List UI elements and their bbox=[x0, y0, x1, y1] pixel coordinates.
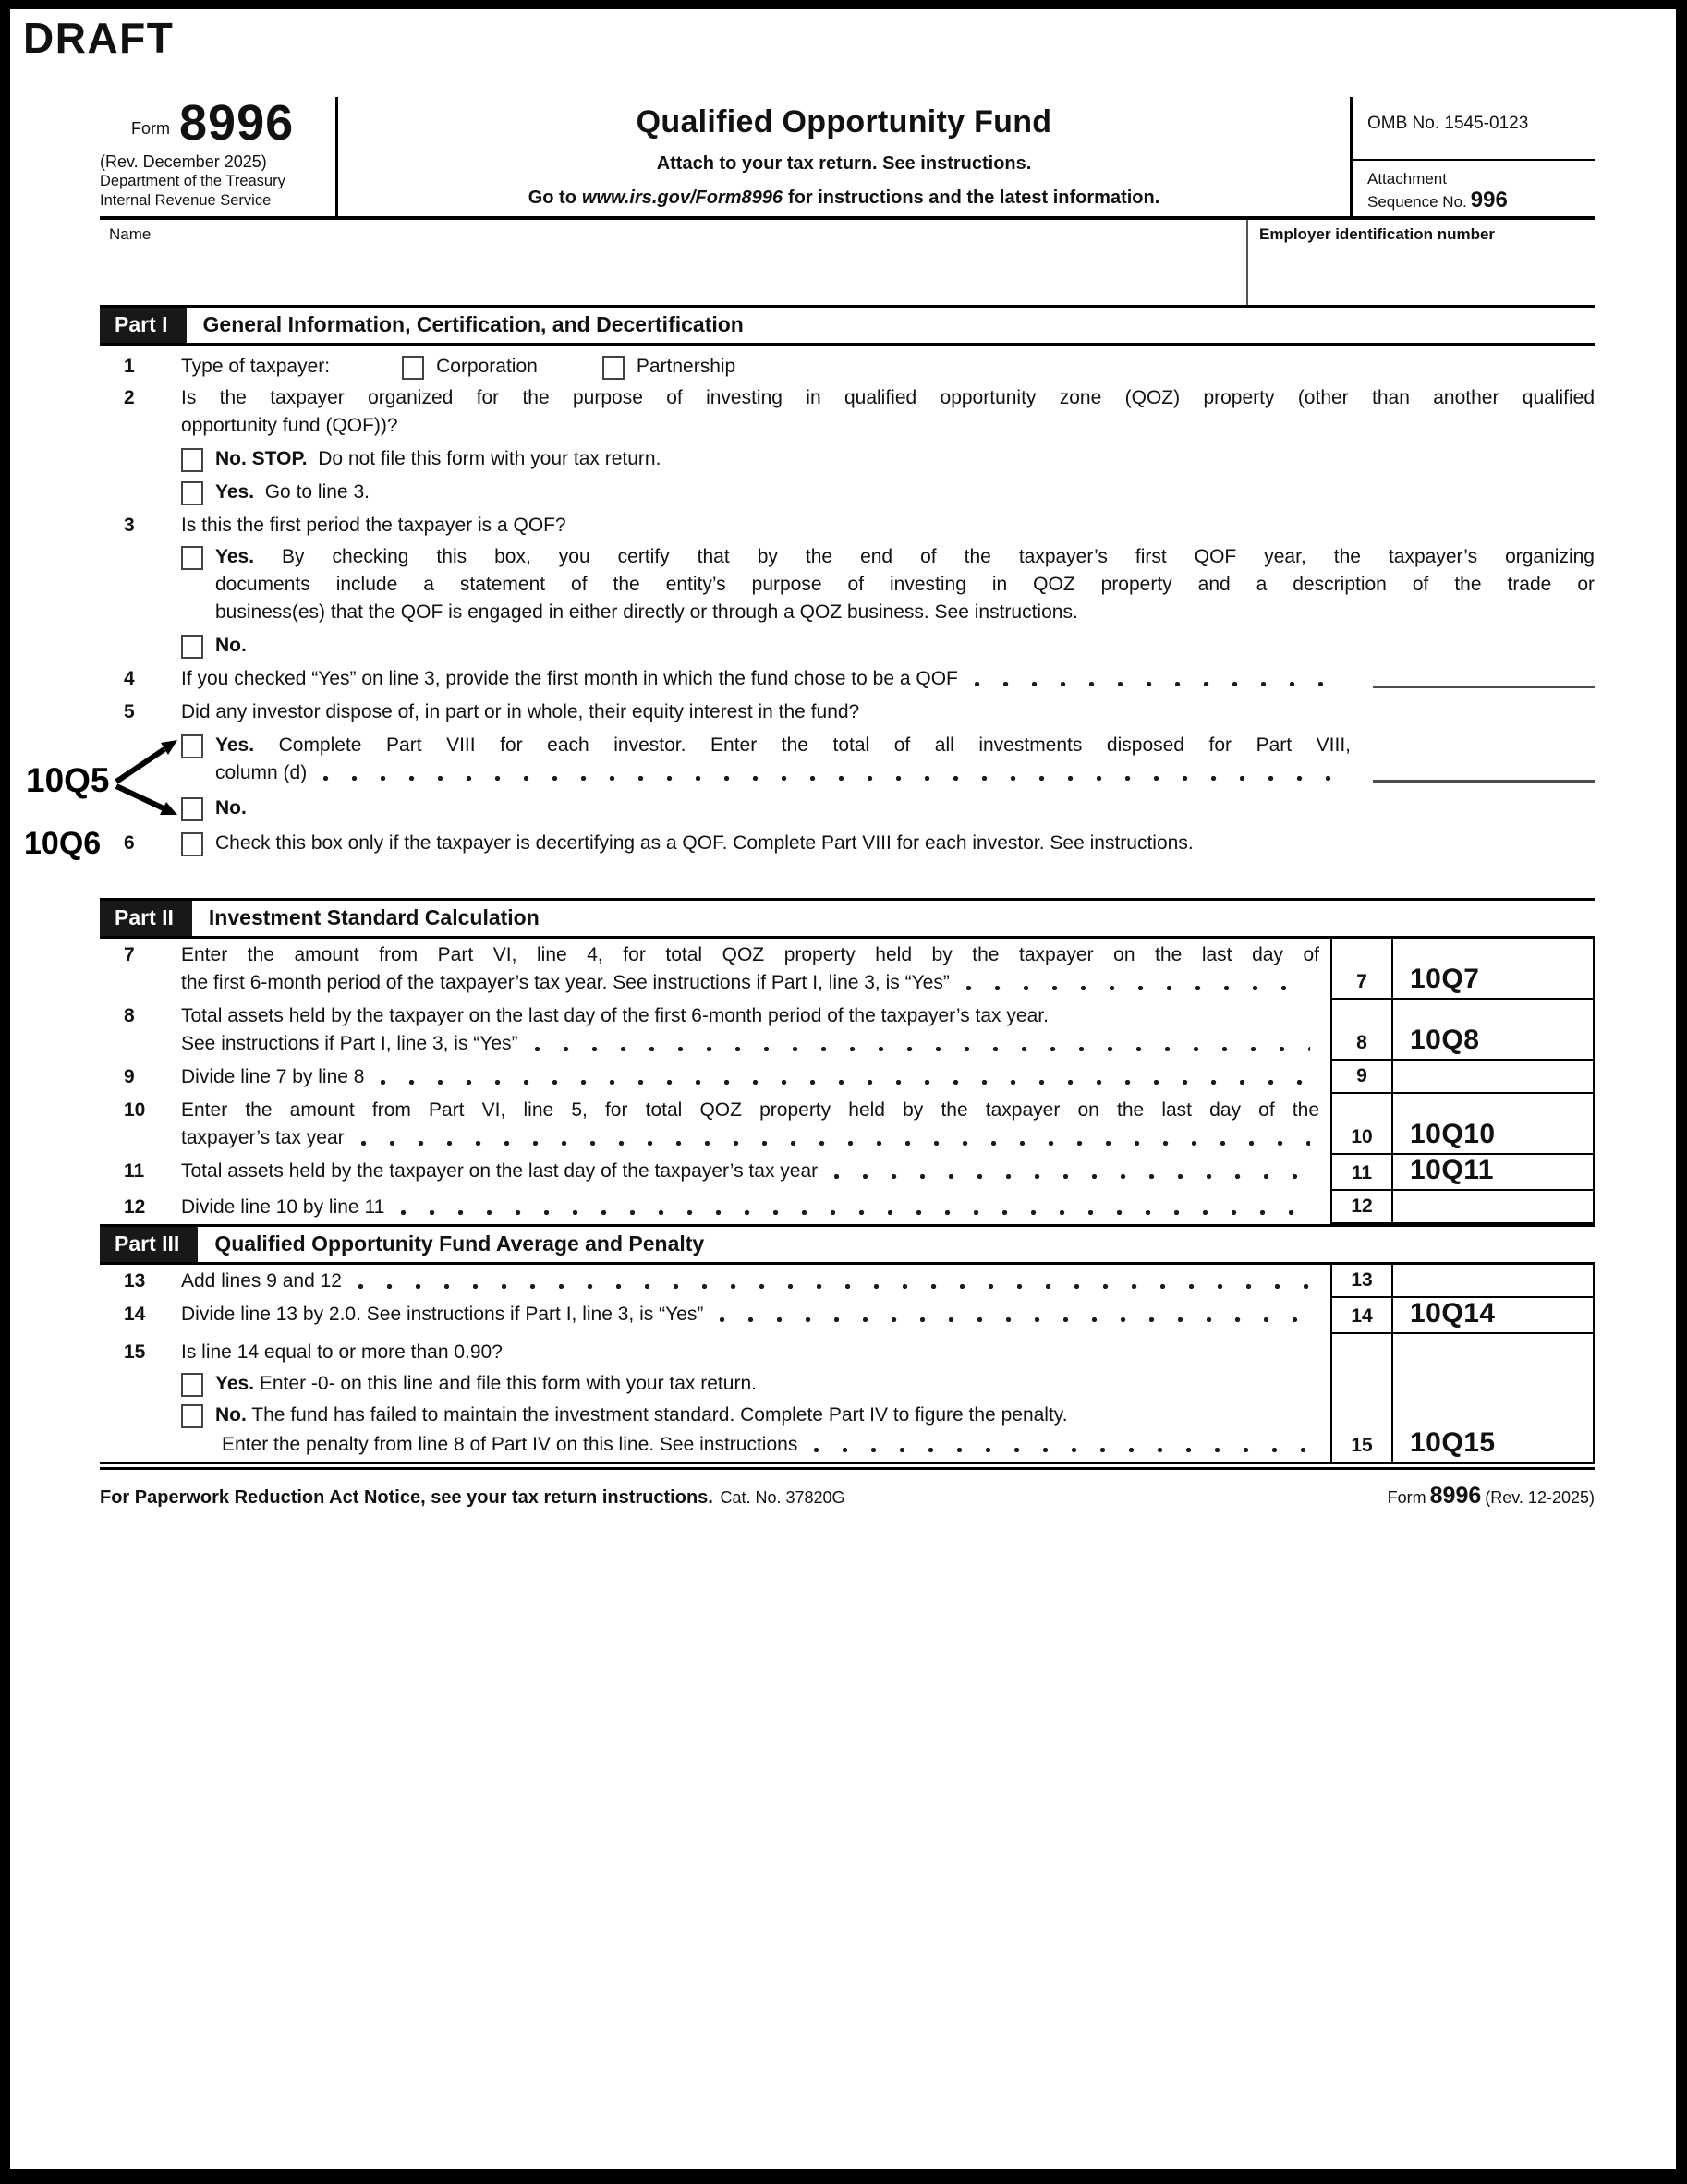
form-revision: (Rev. December 2025) bbox=[100, 152, 267, 171]
line-2 bbox=[100, 384, 1595, 440]
ein-label: Employer identification number bbox=[1259, 224, 1496, 243]
annotation-10q5: 10Q5 bbox=[26, 760, 110, 799]
line-14-value: 10Q14 bbox=[1410, 1297, 1496, 1329]
line-number: 5 bbox=[124, 700, 135, 722]
line-number: 6 bbox=[124, 831, 135, 854]
form-id-block bbox=[100, 97, 338, 216]
dot-leaders bbox=[966, 969, 1310, 997]
line-9-text: Divide line 7 by line 8 bbox=[181, 1065, 365, 1087]
yes-label: Yes. bbox=[215, 480, 255, 503]
dot-leaders bbox=[834, 1158, 1310, 1185]
line-7-amount[interactable] bbox=[1393, 939, 1595, 1000]
omb-block bbox=[1353, 97, 1595, 216]
sequence-label: Sequence No. bbox=[1367, 192, 1467, 211]
goto-instruction bbox=[347, 188, 1341, 209]
line-6 bbox=[100, 830, 1595, 857]
line-number: 7 bbox=[124, 943, 135, 965]
line-12 bbox=[100, 1191, 1330, 1224]
line-15-yes-row bbox=[100, 1370, 1319, 1398]
line-7-text-2: the first 6-month period of the taxpayer’s tax year. See instructions if Part I, line 3, is “Yes” bbox=[181, 971, 950, 993]
line-13-rownum: 13 bbox=[1330, 1265, 1393, 1298]
part2-header bbox=[100, 898, 1595, 939]
line-7-text-1: Enter the amount from Part VI, line 4, for total QOZ property held by the taxpayer on the last day of bbox=[181, 943, 1319, 965]
part1-label: Part I bbox=[100, 308, 187, 343]
yes-label: Yes. bbox=[215, 734, 255, 756]
dot-leaders bbox=[720, 1301, 1310, 1329]
line-11-value: 10Q11 bbox=[1410, 1154, 1494, 1185]
line-10-rownum: 10 bbox=[1330, 1094, 1393, 1155]
line-11-rownum: 11 bbox=[1330, 1155, 1393, 1191]
line-11-text: Total assets held by the taxpayer on the last day of the taxpayer’s tax year bbox=[181, 1159, 819, 1182]
line-3-yes-text-1: By checking this box, you certify that by the end of the taxpayer’s first QOF year, the taxpayer’s organizing bbox=[282, 545, 1595, 567]
line-15-yes-text: Enter -0- on this line and file this form with your tax return. bbox=[259, 1372, 757, 1394]
line-6-text: Check this box only if the taxpayer is decertifying as a QOF. Complete Part VIII for each investor. See instructions. bbox=[215, 831, 1194, 854]
line-4 bbox=[100, 665, 1595, 693]
name-label: Name bbox=[109, 224, 152, 243]
partnership-label: Partnership bbox=[636, 355, 736, 377]
form-area bbox=[24, 95, 1595, 1510]
footer-revision: (Rev. 12-2025) bbox=[1485, 1487, 1595, 1507]
line-15-amount[interactable] bbox=[1393, 1334, 1595, 1462]
line-10-amount[interactable] bbox=[1393, 1094, 1595, 1155]
line-6-decertify-checkbox[interactable] bbox=[181, 832, 203, 856]
line-12-rownum: 12 bbox=[1330, 1191, 1393, 1224]
line-5-yes-text-1: Complete Part VIII for each investor. Enter the total of all investments disposed for Part VIII, bbox=[278, 734, 1351, 756]
line-15-yes-checkbox[interactable] bbox=[181, 1373, 203, 1397]
dot-leaders bbox=[381, 1063, 1310, 1091]
line-9-amount[interactable] bbox=[1393, 1061, 1595, 1094]
q5-arrows-icon bbox=[113, 734, 185, 822]
line-2-no-checkbox[interactable] bbox=[181, 448, 203, 472]
part3-grid bbox=[100, 1265, 1595, 1462]
line-11 bbox=[100, 1155, 1330, 1191]
line-15-cont-text: Enter the penalty from line 8 of Part IV on this line. See instructions bbox=[222, 1433, 798, 1455]
form-label: Form bbox=[131, 118, 170, 138]
line-number: 10 bbox=[124, 1098, 146, 1121]
dot-leaders bbox=[975, 665, 1341, 693]
dot-leaders bbox=[358, 1268, 1310, 1295]
partnership-checkbox[interactable] bbox=[602, 356, 625, 380]
line-2-yes-text: Go to line 3. bbox=[264, 480, 370, 503]
agency-label: Internal Revenue Service bbox=[100, 191, 272, 209]
line-5-amount-blank[interactable] bbox=[1373, 780, 1595, 783]
line-2-yes-row bbox=[100, 479, 1595, 506]
line-10-text-2: taxpayer’s tax year bbox=[181, 1126, 345, 1148]
line-number: 9 bbox=[124, 1065, 135, 1087]
irs-url: www.irs.gov/Form8996 bbox=[581, 187, 783, 208]
dot-leaders bbox=[535, 1030, 1310, 1058]
line-8-text-2: See instructions if Part I, line 3, is “Yes” bbox=[181, 1032, 518, 1054]
part3-header bbox=[100, 1224, 1595, 1265]
paperwork-notice: For Paperwork Reduction Act Notice, see your tax return instructions. bbox=[100, 1486, 713, 1508]
attachment-sequence bbox=[1353, 159, 1595, 216]
line-3-yes-text-2: documents include a statement of the entity’s purpose of investing in QOZ property and a description of the trade or bbox=[215, 573, 1595, 595]
line-15-text: Is line 14 equal to or more than 0.90? bbox=[181, 1341, 503, 1363]
line-2-no-text: Do not file this form with your tax return. bbox=[318, 447, 661, 469]
sequence-number: 996 bbox=[1470, 187, 1508, 212]
line-9-rownum: 9 bbox=[1330, 1061, 1393, 1094]
line-number: 2 bbox=[124, 386, 135, 408]
goto-suffix: for instructions and the latest information. bbox=[788, 187, 1160, 208]
line-10 bbox=[100, 1094, 1330, 1155]
line-10-text-1: Enter the amount from Part VI, line 5, for total QOZ property held by the taxpayer on the last day of the bbox=[181, 1098, 1319, 1121]
line-12-amount[interactable] bbox=[1393, 1191, 1595, 1224]
line-5-yes-text-2: column (d) bbox=[215, 761, 308, 783]
part1-body bbox=[24, 346, 1595, 898]
part1-title: General Information, Certification, and Decertification bbox=[202, 311, 744, 336]
line-number: 12 bbox=[124, 1195, 146, 1218]
goto-prefix: Go to bbox=[528, 187, 576, 208]
line-3 bbox=[100, 512, 1595, 540]
omb-number: OMB No. 1545-0123 bbox=[1367, 114, 1529, 133]
line-2-yes-checkbox[interactable] bbox=[181, 481, 203, 505]
line-7-value: 10Q7 bbox=[1410, 963, 1480, 994]
dot-leaders bbox=[401, 1194, 1310, 1221]
attach-instruction: Attach to your tax return. See instructions. bbox=[656, 152, 1032, 174]
line-8-rownum: 8 bbox=[1330, 1000, 1393, 1061]
attachment-label: Attachment bbox=[1367, 169, 1447, 188]
bottom-rule bbox=[100, 1462, 1595, 1470]
line-10-value: 10Q10 bbox=[1410, 1118, 1496, 1149]
line-3-no-checkbox[interactable] bbox=[181, 635, 203, 659]
line-1 bbox=[100, 353, 1595, 381]
line-number: 4 bbox=[124, 667, 135, 689]
line-9 bbox=[100, 1061, 1330, 1094]
line-4-text: If you checked “Yes” on line 3, provide the first month in which the fund chose to be a QOF bbox=[181, 667, 958, 689]
line-3-yes-row bbox=[100, 543, 1595, 626]
line-3-no-row bbox=[100, 632, 1595, 660]
line-14 bbox=[100, 1298, 1330, 1334]
ein-field[interactable] bbox=[1248, 220, 1595, 305]
line-number: 11 bbox=[124, 1159, 145, 1182]
line-2-text-2: opportunity fund (QOF))? bbox=[181, 414, 398, 436]
line-7-rownum: 7 bbox=[1330, 939, 1393, 1000]
form-header bbox=[100, 97, 1595, 220]
dot-leaders bbox=[323, 759, 1341, 787]
footer-form-label: Form bbox=[1387, 1487, 1426, 1507]
line-5-text: Did any investor dispose of, in part or in whole, their equity interest in the fund? bbox=[181, 700, 860, 722]
name-field[interactable] bbox=[100, 220, 1248, 305]
page-footer bbox=[100, 1470, 1595, 1510]
line-13-text: Add lines 9 and 12 bbox=[181, 1269, 342, 1292]
form-title-block bbox=[338, 97, 1353, 216]
line-13 bbox=[100, 1265, 1330, 1298]
line-8-text-1: Total assets held by the taxpayer on the last day of the first 6-month period of the taxpayer’s tax year. bbox=[181, 1004, 1049, 1026]
line-11-amount[interactable] bbox=[1393, 1155, 1595, 1191]
part3-title: Qualified Opportunity Fund Average and Penalty bbox=[214, 1231, 705, 1256]
line-15-value: 10Q15 bbox=[1410, 1426, 1496, 1458]
yes-label: Yes. bbox=[215, 1372, 255, 1394]
no-label: No. bbox=[215, 1403, 247, 1426]
line-5 bbox=[100, 698, 1595, 726]
line-15-no-text: The fund has failed to maintain the investment standard. Complete Part IV to figure the penalty. bbox=[251, 1403, 1068, 1426]
line-14-text: Divide line 13 by 2.0. See instructions if Part I, line 3, is “Yes” bbox=[181, 1303, 704, 1325]
annotation-10q6: 10Q6 bbox=[24, 825, 102, 861]
part1-header bbox=[100, 305, 1595, 346]
part2-grid bbox=[100, 939, 1595, 1224]
dot-leaders bbox=[361, 1124, 1310, 1152]
line-3-yes-text-3: business(es) that the QOF is engaged in either directly or through a QOZ business. See instructions. bbox=[215, 601, 1078, 623]
line-2-text-1: Is the taxpayer organized for the purpose of investing in qualified opportunity zone (QOZ) property (other than another qualified bbox=[181, 386, 1595, 408]
line-number: 3 bbox=[124, 514, 135, 536]
corporation-checkbox[interactable] bbox=[402, 356, 424, 380]
line-8 bbox=[100, 1000, 1330, 1061]
line-8-value: 10Q8 bbox=[1410, 1024, 1480, 1055]
line-13-amount[interactable] bbox=[1393, 1265, 1595, 1298]
line-3-yes-checkbox[interactable] bbox=[181, 546, 203, 570]
catalog-number: Cat. No. 37820G bbox=[720, 1487, 845, 1507]
line-number: 14 bbox=[124, 1303, 146, 1325]
line-15-continuation bbox=[100, 1431, 1319, 1459]
yes-label: Yes. bbox=[215, 545, 255, 567]
form-title: Qualified Opportunity Fund bbox=[636, 104, 1052, 140]
part3-label: Part III bbox=[100, 1227, 198, 1262]
line-5-yes-row bbox=[100, 732, 1595, 787]
corporation-label: Corporation bbox=[436, 355, 538, 377]
line-number: 1 bbox=[124, 355, 135, 377]
line-number: 13 bbox=[124, 1269, 146, 1292]
line-14-amount[interactable] bbox=[1393, 1298, 1595, 1334]
draft-watermark: DRAFT bbox=[23, 14, 175, 62]
line-15-no-row bbox=[100, 1401, 1319, 1429]
part2-label: Part II bbox=[100, 901, 192, 936]
form-number: 8996 bbox=[179, 95, 295, 151]
dot-leaders bbox=[814, 1431, 1310, 1459]
no-label: No. bbox=[215, 796, 247, 819]
line-8-amount[interactable] bbox=[1393, 1000, 1595, 1061]
line-4-month-blank[interactable] bbox=[1373, 686, 1595, 688]
part2-title: Investment Standard Calculation bbox=[208, 904, 540, 929]
line-15 bbox=[100, 1334, 1330, 1462]
line-7 bbox=[100, 939, 1330, 1000]
line-number: 15 bbox=[124, 1341, 146, 1363]
taxpayer-row bbox=[100, 220, 1595, 305]
line-5-no-row bbox=[100, 795, 1595, 822]
line-3-text: Is this the first period the taxpayer is a QOF? bbox=[181, 514, 566, 536]
line-15-no-checkbox[interactable] bbox=[181, 1404, 203, 1428]
no-label: No. bbox=[215, 634, 247, 656]
department-label: Department of the Treasury bbox=[100, 172, 285, 189]
line-2-no-row bbox=[100, 445, 1595, 473]
line-15-rownum: 15 bbox=[1330, 1334, 1393, 1462]
line-12-text: Divide line 10 by line 11 bbox=[181, 1195, 385, 1218]
line-number: 8 bbox=[124, 1004, 135, 1026]
footer-form-id bbox=[910, 1483, 1595, 1510]
footer-form-number: 8996 bbox=[1429, 1482, 1482, 1509]
line-14-rownum: 14 bbox=[1330, 1298, 1393, 1334]
no-stop-label: No. STOP. bbox=[215, 447, 308, 469]
line-1-text: Type of taxpayer: bbox=[181, 355, 331, 377]
